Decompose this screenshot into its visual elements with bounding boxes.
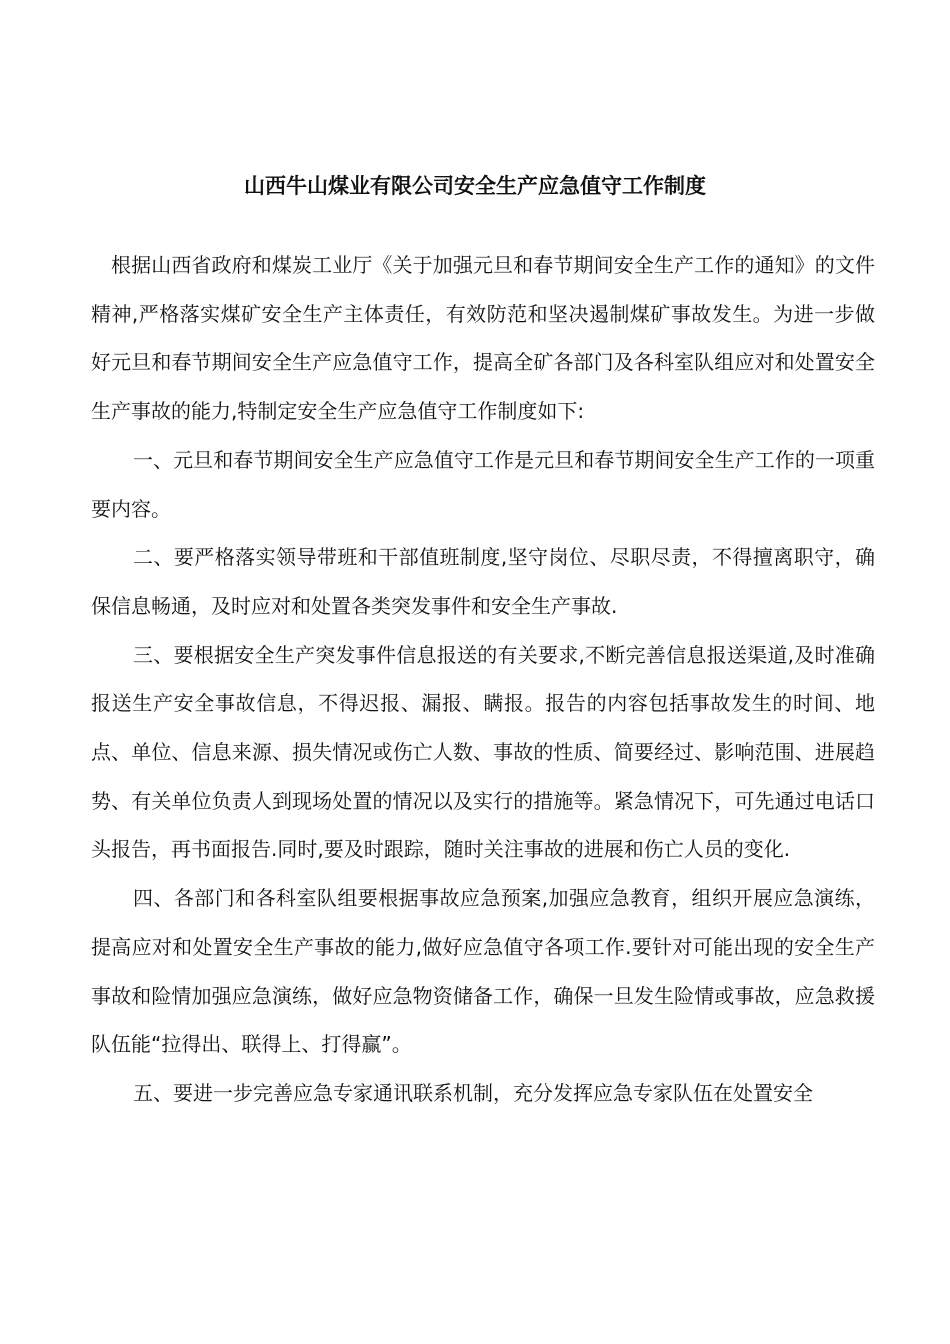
- paragraph-intro: 根据山西省政府和煤炭工业厅《关于加强元旦和春节期间安全生产工作的通知》的文件精神,严格落实煤矿安全生产主体责任，有效防范和坚决遏制煤矿事故发生。为进一步做好元旦和春节期间安全生产应急值守工作，提高全矿各部门及各科室队组应对和处置安全生产事故的能力,特制定安全生产应急值守工作制度如下:: [91, 253, 875, 424]
- paragraph-item-4: 四、各部门和各科室队组要根据事故应急预案,加强应急教育，组织开展应急演练，提高应对和处置安全生产事故的能力,做好应急值守各项工作.要针对可能出现的安全生产事故和险情加强应急演练，做好应急物资储备工作，确保一旦发生险情或事故，应急救援队伍能“拉得出、联得上、打得赢”。: [91, 886, 875, 1057]
- document-title: 山西牛山煤业有限公司安全生产应急值守工作制度: [244, 174, 706, 198]
- paragraph-item-3: 三、要根据安全生产突发事件信息报送的有关要求,不断完善信息报送渠道,及时准确报送生产安全事故信息，不得迟报、漏报、瞒报。报告的内容包括事故发生的时间、地点、单位、信息来源、损失情况或伤亡人数、事故的性质、简要经过、影响范围、进展趋势、有关单位负责人到现场处置的情况以及实行的措施等。紧急情况下，可先通过电话口头报告，再书面报告.同时,要及时跟踪，随时关注事故的进展和伤亡人员的变化.: [91, 642, 875, 862]
- paragraph-item-2: 二、要严格落实领导带班和干部值班制度,坚守岗位、尽职尽责，不得擅离职守，确保信息畅通，及时应对和处置各类突发事件和安全生产事故.: [91, 545, 875, 618]
- paragraph-item-5: 五、要进一步完善应急专家通讯联系机制，充分发挥应急专家队伍在处置安全: [133, 1080, 813, 1105]
- paragraph-item-1: 一、元旦和春节期间安全生产应急值守工作是元旦和春节期间安全生产工作的一项重要内容。: [91, 447, 875, 521]
- document-body: [91, 241, 875, 1118]
